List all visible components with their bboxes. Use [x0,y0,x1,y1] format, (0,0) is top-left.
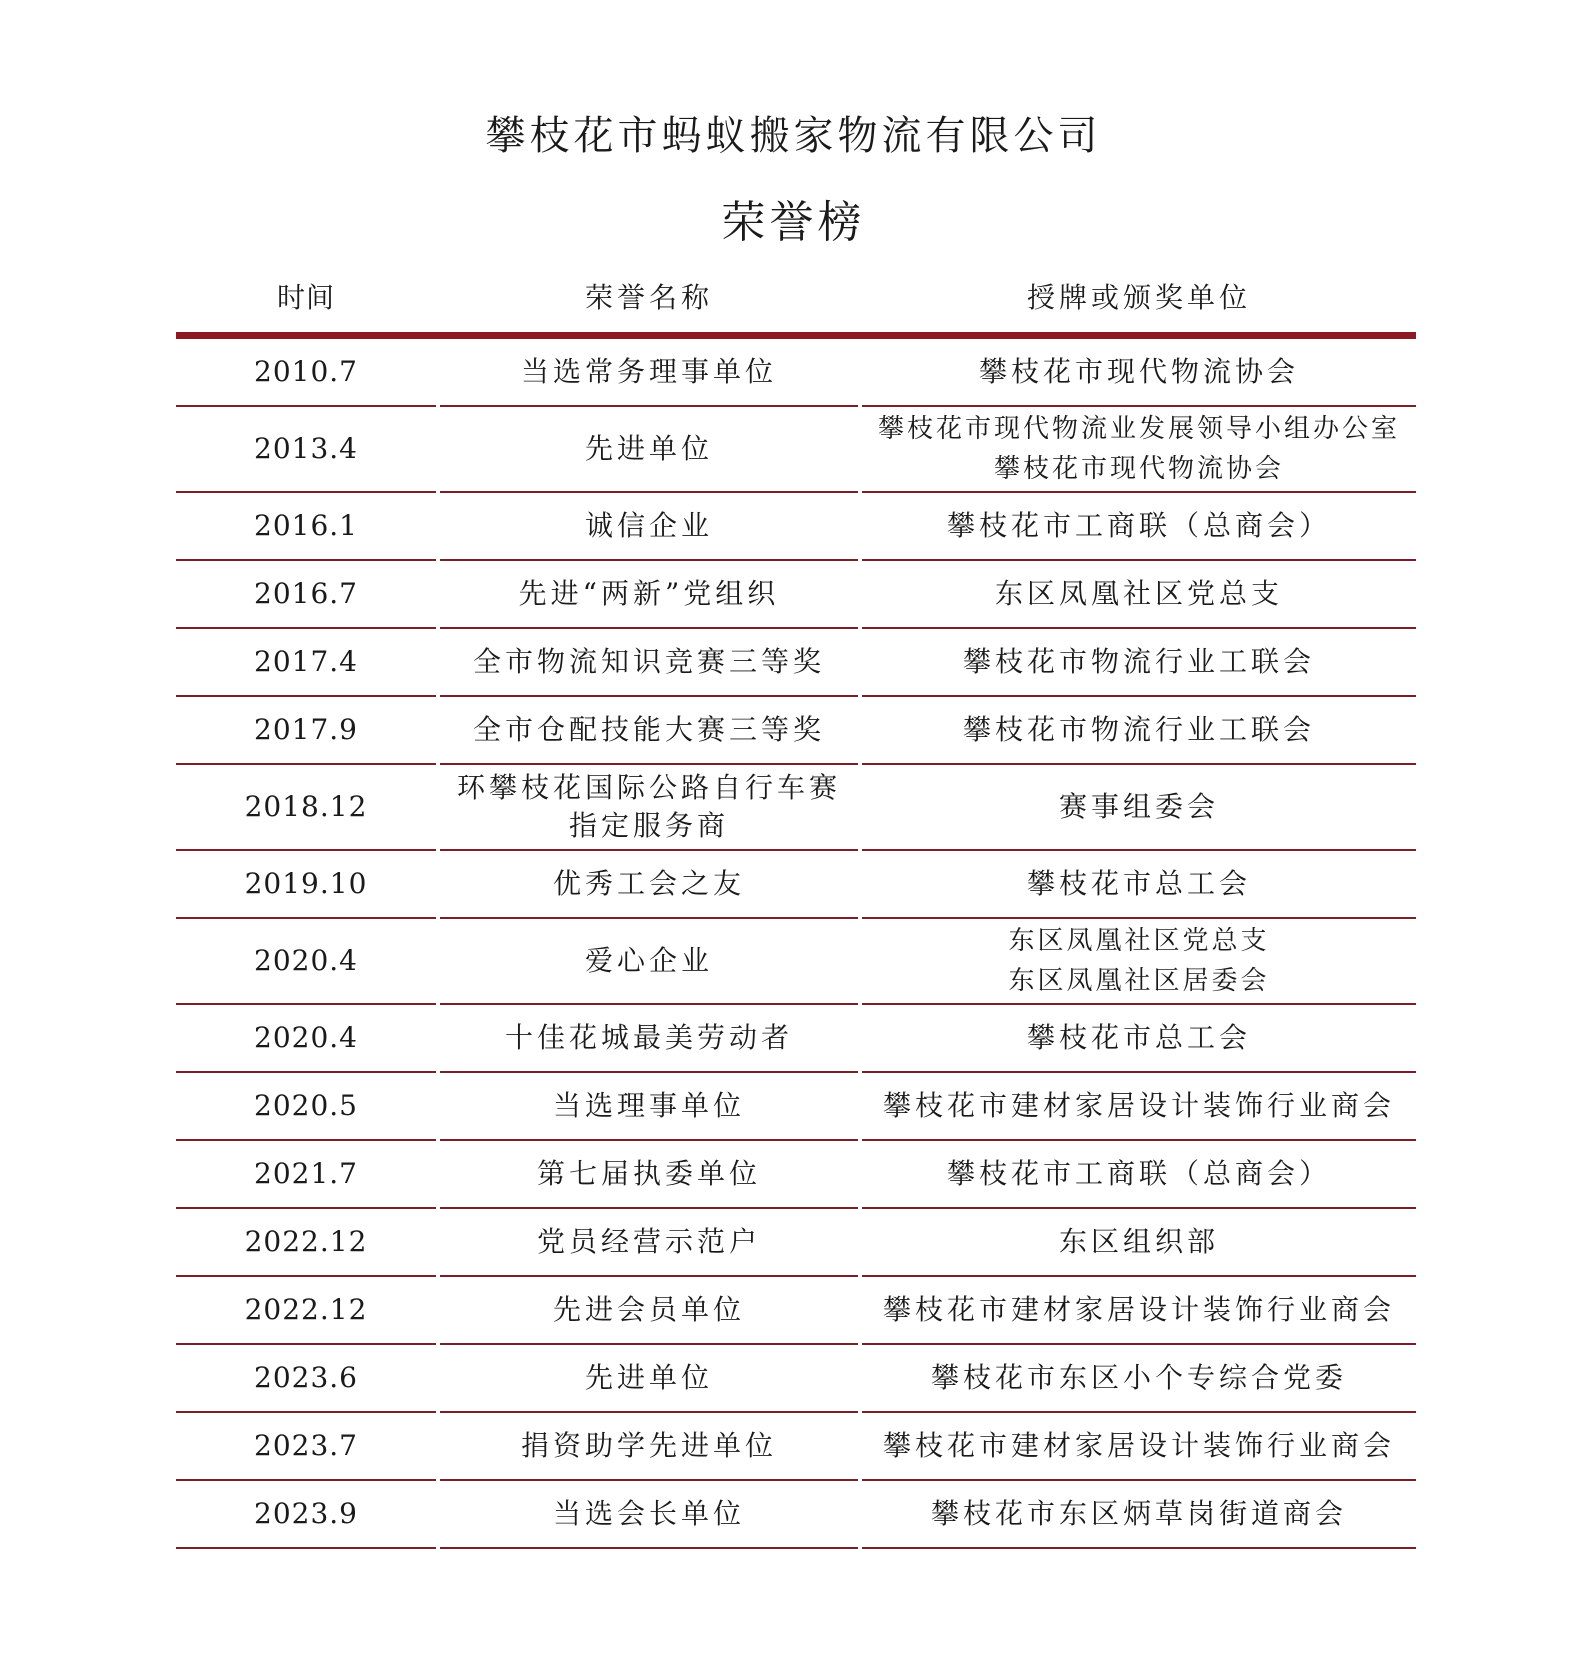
table-row [176,1141,1416,1209]
cell-date: 2020.4 [176,1005,436,1073]
cell-org [862,1209,1416,1277]
honor-line: 优秀工会之友 [552,867,745,900]
table-row [176,1481,1416,1549]
honor-line: 当选会长单位 [552,1497,745,1530]
cell-org [862,1345,1416,1413]
honor-line: 爱心企业 [584,944,713,977]
org-line: 攀枝花市工商联（总商会） [946,1157,1331,1190]
table-row [176,561,1416,629]
honor-line: 先进会员单位 [552,1293,745,1326]
honor-line: 全市仓配技能大赛三等奖 [472,713,825,746]
honor-line: 诚信企业 [584,509,713,542]
cell-org [862,851,1416,919]
org-line: 赛事组委会 [1058,790,1219,823]
cell-org [862,1277,1416,1345]
cell-org [862,561,1416,629]
cell-honor [440,919,858,1005]
cell-date: 2022.12 [176,1209,436,1277]
cell-honor [440,1005,858,1073]
cell-honor [440,1481,858,1549]
cell-honor [440,697,858,765]
honor-line: 先进单位 [584,432,713,465]
cell-honor [440,1141,858,1209]
cell-org [862,1481,1416,1549]
cell-date: 2016.7 [176,561,436,629]
cell-org [862,407,1416,493]
org-line: 东区组织部 [1058,1225,1219,1258]
honor-line: 先进单位 [584,1361,713,1394]
cell-honor [440,407,858,493]
cell-date: 2023.6 [176,1345,436,1413]
org-line: 攀枝花市总工会 [1026,1021,1251,1054]
table-row [176,765,1416,851]
cell-honor [440,851,858,919]
cell-date: 2021.7 [176,1141,436,1209]
org-line: 攀枝花市工商联（总商会） [946,509,1331,542]
page-subtitle: 荣誉榜 [721,197,866,248]
honor-line: 十佳花城最美劳动者 [504,1021,793,1054]
cell-date: 2020.5 [176,1073,436,1141]
org-line: 东区凤凰社区党总支 [1008,926,1270,956]
cell-org [862,765,1416,851]
cell-org [862,629,1416,697]
table-row [176,1345,1416,1413]
table-row [176,1209,1416,1277]
table-row [176,1277,1416,1345]
company-title: 攀枝花市蚂蚁搬家物流有限公司 [485,113,1102,159]
org-line: 攀枝花市现代物流业发展领导小组办公室 [877,414,1400,444]
org-line: 攀枝花市现代物流协会 [993,454,1284,484]
cell-org [862,1005,1416,1073]
cell-date: 2019.10 [176,851,436,919]
org-line: 攀枝花市建材家居设计装饰行业商会 [882,1293,1395,1326]
cell-honor [440,1345,858,1413]
cell-org [862,1413,1416,1481]
honor-line: 指定服务商 [568,809,729,842]
table-row [176,493,1416,561]
cell-date: 2016.1 [176,493,436,561]
column-header-honor: 荣誉名称 [584,281,713,314]
cell-honor [440,1209,858,1277]
org-line: 攀枝花市物流行业工联会 [962,645,1315,678]
org-line: 攀枝花市建材家居设计装饰行业商会 [882,1089,1395,1122]
honor-table [176,264,1416,1549]
cell-org [862,1141,1416,1209]
cell-honor [440,1277,858,1345]
cell-date: 2013.4 [176,407,436,493]
table-row [176,851,1416,919]
honor-line: 全市物流知识竞赛三等奖 [472,645,825,678]
table-row [176,1073,1416,1141]
cell-honor [440,1413,858,1481]
honor-line: 第七届执委单位 [536,1157,761,1190]
honor-line: 捐资助学先进单位 [520,1429,777,1462]
honor-line: 先进“两新”党组织 [518,577,780,610]
org-line: 东区凤凰社区党总支 [994,577,1283,610]
cell-org [862,1073,1416,1141]
table-header [176,264,1416,339]
cell-honor [440,629,858,697]
cell-honor [440,1073,858,1141]
cell-date: 2023.9 [176,1481,436,1549]
org-line: 攀枝花市总工会 [1026,867,1251,900]
cell-date: 2018.12 [176,765,436,851]
honor-line: 党员经营示范户 [536,1225,761,1258]
table-row [176,1413,1416,1481]
cell-org [862,697,1416,765]
org-line: 攀枝花市现代物流协会 [978,355,1299,388]
table-row [176,697,1416,765]
org-line: 攀枝花市东区炳草岗街道商会 [930,1497,1347,1530]
cell-date: 2017.9 [176,697,436,765]
cell-honor [440,561,858,629]
table-body [176,339,1416,1549]
table-row [176,1005,1416,1073]
column-header-date: 时间 [276,281,335,314]
cell-org [862,493,1416,561]
org-line: 攀枝花市东区小个专综合党委 [930,1361,1347,1394]
cell-org [862,919,1416,1005]
cell-date: 2010.7 [176,339,436,407]
cell-honor [440,339,858,407]
table-row [176,629,1416,697]
cell-org [862,339,1416,407]
cell-honor [440,493,858,561]
table-row [176,339,1416,407]
honor-line: 当选理事单位 [552,1089,745,1122]
org-line: 东区凤凰社区居委会 [1008,966,1270,996]
cell-honor [440,765,858,851]
honor-line: 当选常务理事单位 [520,355,777,388]
table-row [176,407,1416,493]
cell-date: 2020.4 [176,919,436,1005]
column-header-org: 授牌或颁奖单位 [1026,281,1251,314]
honor-line: 环攀枝花国际公路自行车赛 [456,771,841,804]
cell-date: 2017.4 [176,629,436,697]
org-line: 攀枝花市物流行业工联会 [962,713,1315,746]
cell-date: 2022.12 [176,1277,436,1345]
table-row [176,919,1416,1005]
org-line: 攀枝花市建材家居设计装饰行业商会 [882,1429,1395,1462]
cell-date: 2023.7 [176,1413,436,1481]
